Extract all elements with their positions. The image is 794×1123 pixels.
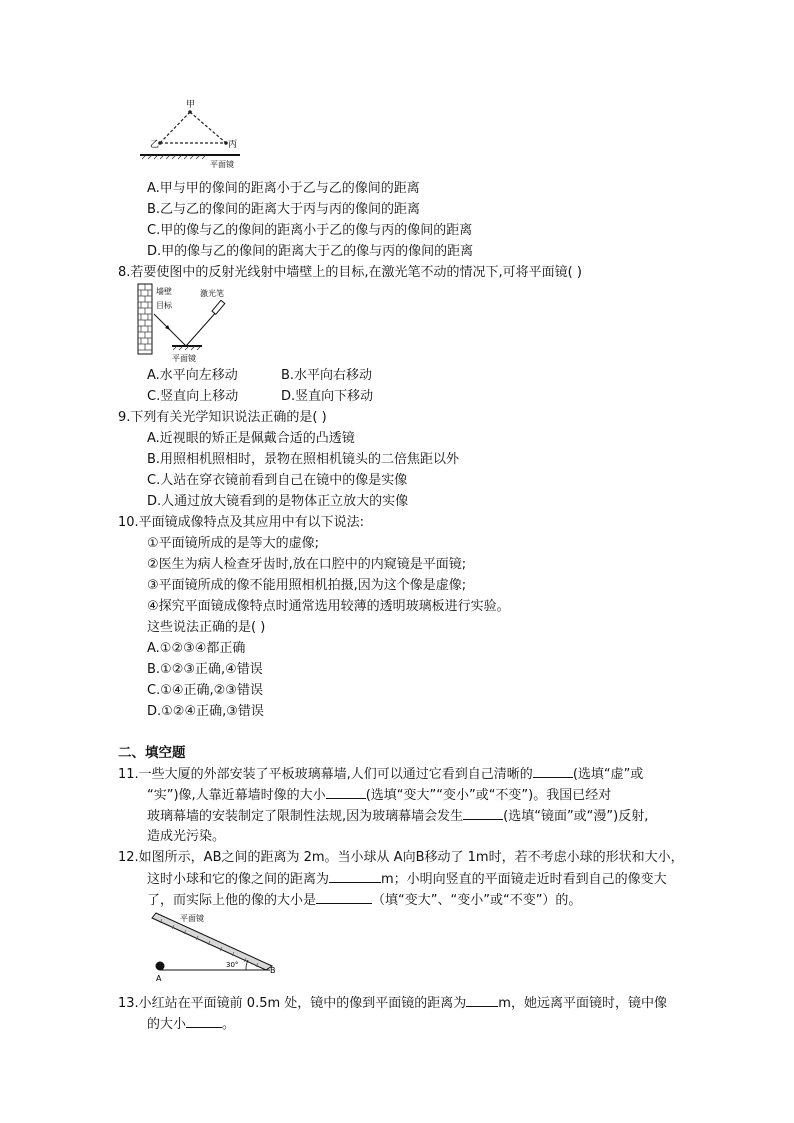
point-b-label: B [270,966,276,975]
q7-option-c: C.甲的像与乙的像间的距离小于乙的像与丙的像间的距离 [147,223,473,238]
q11-line-4: 造成光污染。 [147,829,226,844]
mirror-label: 平面镜 [172,354,196,363]
q11-text: “实”)像,人靠近幕墙时像的大小 [147,788,326,803]
q10-option-c: C.①④正确,②③错误 [147,683,263,698]
q8-laser-figure [136,282,241,364]
q7-option-a: A.甲与甲的像间的距离小于乙与乙的像间的距离 [147,181,420,196]
q12-mirror-figure [146,910,286,984]
label-bing: 丙 [228,140,238,150]
q11-text: (选填“虚”或 [572,767,644,782]
q11-line-1 [118,765,643,784]
q9-option-b: B.用照相机照相时，景物在照相机镜头的二倍焦距以外 [147,452,460,467]
q10-statement-2: ②医生为病人检查牙齿时,放在口腔中的内窥镜是平面镜; [147,557,467,572]
q13-text: m，她远离平面镜时，镜中像 [498,996,667,1011]
point-a-label: A [156,974,162,983]
q12-blank-2[interactable] [316,891,372,904]
mirror-label: 平面镜 [180,914,204,923]
q12-text: m；小明向竖直的平面镜走近时看到自己的像变大 [381,872,667,887]
q13-line-2 [147,1015,235,1034]
q11-text: (选填“变大”“变小”或“不变”)。我国已经对 [365,788,612,803]
target-label: 目标 [156,301,172,310]
q13-line-1 [118,994,667,1013]
q8-option-d: D.竖直向下移动 [281,389,374,404]
q13-text: 13.小红站在平面镜前 0.5m 处，镜中的像到平面镜的距离为 [118,996,467,1011]
q11-line-3 [147,807,648,826]
q10-statement-1: ①平面镜所成的是等大的虚像; [147,536,320,551]
q10-stem: 10.平面镜成像特点及其应用中有以下说法: [118,515,365,530]
q12-line-1: 12.如图所示，AB之间的距离为 2m。当小球从 A向B移动了 1m时，若不考虑小球的形状和大小， [118,850,684,865]
q13-text: 的大小 [147,1017,187,1032]
laser-label: 激光笔 [200,289,224,298]
q12-line-2 [147,870,667,889]
q9-option-a: A.近视眼的矫正是佩戴合适的凸透镜 [147,431,355,446]
q11-blank-2[interactable] [326,786,366,799]
q12-blank-1[interactable] [329,870,381,883]
q10-statement-4: ④探究平面镜成像特点时通常选用较薄的透明玻璃板进行实验。 [147,599,510,614]
q10-option-d: D.①②④正确,③错误 [147,704,264,719]
q11-text: (选填“镜面”或“漫”)反射, [503,809,649,824]
q11-text: 11.一些大厦的外部安装了平板玻璃幕墙,人们可以通过它看到自己清晰的 [118,767,533,782]
q10-option-b: B.①②③正确,④错误 [147,662,263,677]
q8-option-a: A.水平向左移动 [147,368,238,383]
q8-option-c: C.竖直向上移动 [147,389,239,404]
q12-text: （填“变大”、“变小”或“不变”）的。 [372,893,582,908]
q12-line-3 [147,891,581,910]
q7-option-d: D.甲的像与乙的像间的距离大于乙的像与丙的像间的距离 [147,244,474,259]
q9-option-c: C.人站在穿衣镜前看到自己在镜中的像是实像 [147,473,408,488]
angle-label: 30° [226,961,239,969]
label-jia: 甲 [186,100,196,110]
q10-statement-3: ③平面镜所成的像不能用照相机拍摄,因为这个像是虚像; [147,578,467,593]
q7-option-b: B.乙与乙的像间的距离大于丙与丙的像间的距离 [147,202,421,217]
q9-stem: 9.下列有关光学知识说法正确的是( ) [118,410,327,425]
q11-text: 玻璃幕墙的安装制定了限制性法规,因为玻璃幕墙会发生 [147,809,464,824]
label-yi: 乙 [150,140,160,150]
q13-blank-2[interactable] [186,1015,222,1028]
q9-option-d: D.人通过放大镜看到的是物体正立放大的实像 [147,494,409,509]
q13-text: 。 [222,1017,236,1032]
q12-text: 这时小球和它的像之间的距离为 [147,872,330,887]
mirror-label: 平面镜 [210,160,234,169]
q11-blank-3[interactable] [463,807,503,820]
q12-text: 了，而实际上他的像的大小是 [147,893,317,908]
q8-stem: 8.若要使图中的反射光线射中墙壁上的目标,在激光笔不动的情况下,可将平面镜( ) [118,265,582,280]
section-title: 二、填空题 [118,745,186,761]
q10-option-a: A.①②③④都正确 [147,641,246,656]
wall-label: 墙壁 [156,287,172,296]
q11-blank-1[interactable] [533,765,573,778]
q8-option-b: B.水平向右移动 [281,368,373,383]
q11-line-2 [147,786,611,805]
q13-blank-1[interactable] [466,994,498,1007]
q7-triangle-figure [140,98,250,173]
q10-question: 这些说法正确的是( ) [147,620,266,635]
